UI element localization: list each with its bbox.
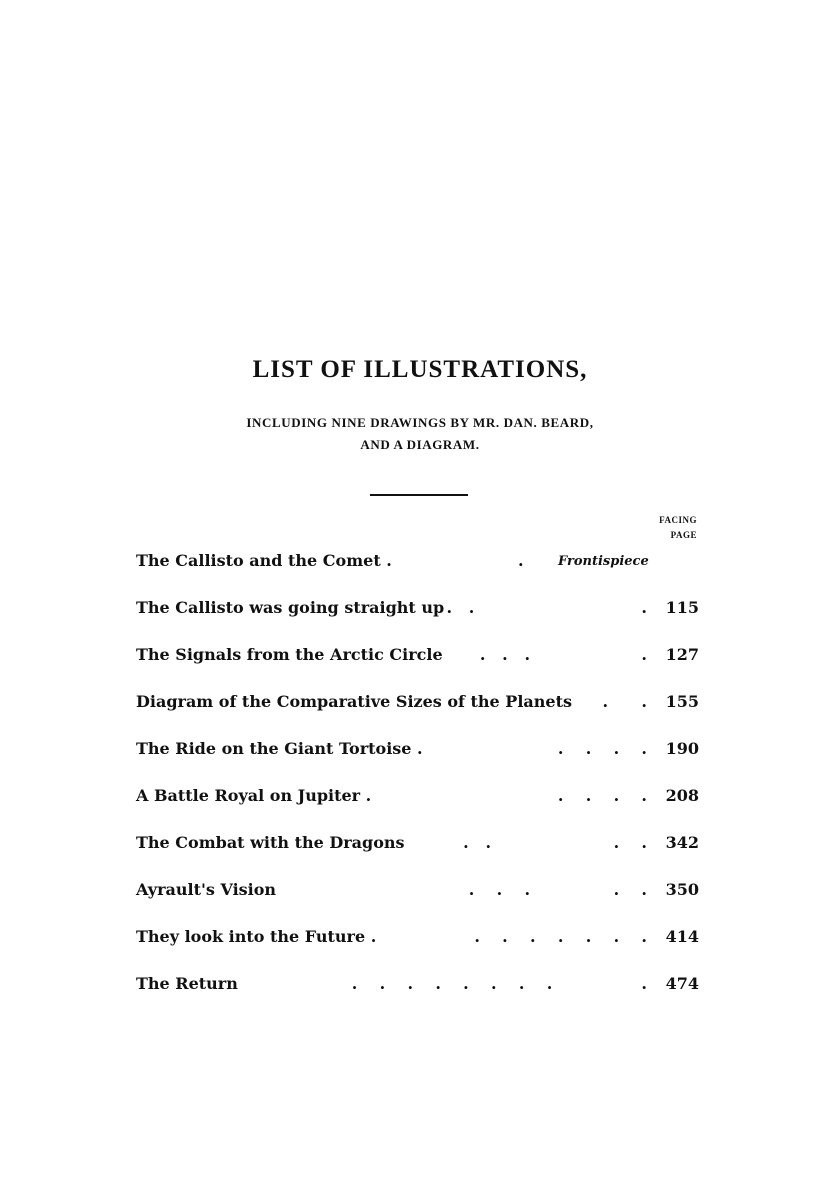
list-item: [136, 927, 699, 974]
illustration-page: 350: [665, 880, 699, 899]
leader-dots: . . . . . . . . .: [351, 974, 647, 993]
illustration-title: Diagram of the Comparative Sizes of the Planets: [136, 692, 572, 711]
illustration-page: 208: [665, 786, 699, 805]
illustration-title: They look into the Future .: [136, 927, 377, 946]
illustrations-list: [136, 551, 699, 1021]
list-item: [136, 551, 699, 598]
illustration-page: 155: [665, 692, 699, 711]
illustration-page: 474: [665, 974, 699, 993]
illustration-title: The Callisto and the Comet .: [136, 551, 392, 570]
illustration-title: The Return: [136, 974, 238, 993]
list-item: [136, 645, 699, 692]
illustration-page: Frontispiece: [558, 554, 649, 569]
divider-rule: [370, 494, 468, 496]
illustration-title: A Battle Royal on Jupiter .: [136, 786, 372, 805]
illustration-title: The Callisto was going straight up: [136, 598, 445, 617]
illustration-page: 115: [665, 598, 699, 617]
illustration-title: The Ride on the Giant Tortoise .: [136, 739, 423, 758]
illustration-title: The Signals from the Arctic Circle: [136, 645, 443, 664]
leader-dots: . .: [602, 692, 647, 711]
list-item: [136, 739, 699, 786]
subtitle-line-1: INCLUDING NINE DRAWINGS BY MR. DAN. BEARD,: [246, 415, 594, 430]
list-item: [136, 974, 699, 1021]
leader-dots: . . . .: [479, 645, 647, 664]
leader-dots: . . . .: [557, 739, 647, 758]
leader-dots: . . . . .: [468, 880, 647, 899]
list-item: [136, 833, 699, 880]
leader-dots: . . .: [446, 598, 647, 617]
facing-page-header-line-1: FACING: [659, 515, 697, 525]
illustration-page: 414: [665, 927, 699, 946]
leader-dots: . . . .: [463, 833, 647, 852]
subtitle-line-2: AND A DIAGRAM.: [360, 437, 480, 452]
facing-page-header-line-2: PAGE: [670, 530, 697, 540]
list-item: [136, 598, 699, 645]
illustration-title: Ayrault's Vision: [136, 880, 277, 899]
list-item: [136, 880, 699, 927]
illustration-page: 342: [665, 833, 699, 852]
leader-dots: . . . .: [557, 786, 647, 805]
list-item: [136, 692, 699, 739]
illustration-page: 190: [665, 739, 699, 758]
illustration-title: The Combat with the Dragons: [136, 833, 405, 852]
page-title: LIST OF ILLUSTRATIONS,: [252, 356, 588, 383]
leader-dot: .: [518, 551, 524, 570]
leader-dots: . . . . . . .: [474, 927, 647, 946]
illustration-page: 127: [665, 645, 699, 664]
list-item: [136, 786, 699, 833]
